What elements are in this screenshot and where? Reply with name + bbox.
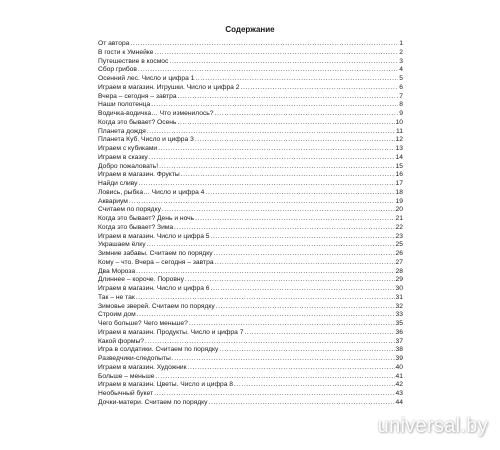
- toc-dot-leader: [219, 346, 394, 355]
- toc-entry-title: Играем в магазин. Художник: [98, 363, 187, 371]
- toc-entry: [98, 136, 403, 145]
- toc-entry-page: 11: [396, 127, 403, 135]
- toc-dot-leader: [169, 58, 398, 67]
- toc-entry: [98, 198, 403, 207]
- toc-entry: [98, 40, 403, 49]
- toc-entry-title: Необычный букет: [98, 390, 154, 397]
- toc-dot-leader: [188, 364, 395, 373]
- toc-entry: [98, 128, 403, 137]
- toc-entry-page: 40: [395, 363, 403, 371]
- toc-entry-page: 16: [395, 171, 403, 179]
- toc-dot-leader: [149, 154, 395, 163]
- toc-entry: [98, 346, 403, 355]
- toc-dot-leader: [174, 224, 394, 233]
- toc-entry-page: 36: [395, 328, 403, 336]
- toc-entry-title: Разведчики-следопыты: [98, 355, 171, 362]
- toc-entry-page: 7: [399, 92, 403, 100]
- toc-entry-title: Так – не так: [98, 293, 135, 301]
- toc-dot-leader: [215, 259, 395, 268]
- toc-entry-title: Планета Куб. Число и цифра 3: [98, 136, 194, 144]
- toc-entry-title: Зимние забавы. Считаем по порядку: [98, 250, 213, 257]
- toc-entry-title: В гости к Умнейке: [98, 48, 154, 56]
- toc-entry: [98, 66, 403, 75]
- toc-entry: [98, 276, 403, 285]
- toc-dot-leader: [211, 285, 395, 294]
- toc-entry-title: Строим дом: [98, 311, 136, 319]
- toc-entry-page: 10: [395, 118, 403, 126]
- toc-entry-page: 25: [395, 241, 403, 249]
- toc-dot-leader: [138, 66, 398, 75]
- toc-entry-page: 26: [395, 250, 403, 257]
- toc-entry-title: Дочки-матери. Считаем по порядку: [98, 398, 208, 406]
- toc-entry-title: От автора: [98, 40, 130, 47]
- toc-entry-title: Вчера – сегодня – завтра: [98, 92, 177, 100]
- toc-entry-title: Когда это бывает? Осень: [98, 118, 177, 126]
- toc-entry: [98, 189, 403, 198]
- toc-entry-page: 3: [399, 57, 403, 65]
- toc-entry-page: 21: [395, 215, 403, 222]
- toc-entry-title: Найди сливу: [98, 180, 138, 187]
- toc-entry-page: 15: [395, 162, 403, 170]
- toc-dot-leader: [189, 320, 395, 329]
- toc-entry-title: Когда это бывает? Зима: [98, 223, 174, 231]
- toc-entry-title: Планета дождя: [98, 127, 146, 135]
- toc-dot-leader: [145, 338, 395, 347]
- toc-entry-page: 2: [399, 48, 403, 56]
- toc-entry: [98, 163, 403, 172]
- toc-dot-leader: [244, 329, 394, 338]
- toc-entry-title: Больше – меньше: [98, 372, 155, 380]
- watermark: universal.by: [377, 415, 488, 437]
- toc-entry: [98, 268, 403, 277]
- toc-entry-title: Играем в магазин. Продукты. Число и цифра 7: [98, 328, 244, 336]
- toc-entry: [98, 399, 403, 408]
- toc-entry-page: 13: [395, 145, 403, 152]
- toc-entry-page: 14: [395, 153, 403, 161]
- toc-entry-title: Два Мороза: [98, 267, 136, 275]
- table-of-contents: [98, 40, 403, 408]
- toc-entry: [98, 373, 403, 382]
- toc-dot-leader: [177, 119, 394, 128]
- toc-entry-title: Играем в магазин. Игрушки. Число и цифра 2: [98, 83, 240, 91]
- toc-entry-page: 23: [395, 232, 403, 240]
- toc-entry-page: 1: [399, 40, 403, 47]
- toc-entry-title: Игра в солдатики. Считаем по порядку: [98, 346, 219, 354]
- toc-entry: [98, 320, 403, 329]
- toc-entry-page: 12: [395, 136, 403, 144]
- toc-entry-title: Когда это бывает? День и ночь: [98, 215, 195, 222]
- toc-dot-leader: [195, 215, 394, 224]
- toc-entry: [98, 329, 403, 338]
- toc-entry: [98, 233, 403, 242]
- toc-entry: [98, 49, 403, 58]
- toc-entry: [98, 285, 403, 294]
- toc-entry-title: Играем с кубиками: [98, 145, 158, 152]
- toc-dot-leader: [159, 163, 394, 172]
- toc-entry-page: 44: [395, 398, 403, 406]
- toc-entry: [98, 224, 403, 233]
- toc-entry-page: 19: [395, 197, 403, 205]
- toc-dot-leader: [211, 233, 395, 242]
- toc-entry-title: Играем в магазин. Число и цифра 5: [98, 232, 210, 240]
- toc-entry: [98, 294, 403, 303]
- toc-entry: [98, 145, 403, 154]
- toc-entry-page: 32: [395, 302, 403, 310]
- toc-dot-leader: [205, 189, 394, 198]
- toc-entry-page: 39: [395, 355, 403, 362]
- toc-entry-page: 8: [399, 101, 403, 109]
- toc-dot-leader: [240, 84, 398, 93]
- toc-entry-page: 28: [395, 267, 403, 275]
- toc-dot-leader: [130, 40, 398, 49]
- toc-entry: [98, 241, 403, 250]
- toc-dot-leader: [234, 381, 395, 390]
- toc-entry: [98, 311, 403, 320]
- toc-entry-page: 37: [395, 337, 403, 345]
- toc-dot-leader: [172, 355, 395, 364]
- toc-entry: [98, 119, 403, 128]
- toc-entry-page: 29: [395, 276, 403, 284]
- toc-entry-page: 31: [395, 293, 403, 301]
- toc-dot-leader: [209, 399, 395, 408]
- toc-entry-title: Ловись, рыбка… Число и цифра 4: [98, 188, 205, 196]
- toc-dot-leader: [147, 241, 395, 250]
- toc-entry: [98, 259, 403, 268]
- toc-dot-leader: [155, 49, 399, 58]
- toc-dot-leader: [155, 373, 394, 382]
- toc-entry-title: Играем в магазин. Цветы. Число и цифра 8: [98, 381, 234, 389]
- toc-entry-page: 20: [395, 206, 403, 214]
- toc-dot-leader: [151, 101, 398, 110]
- toc-entry-page: 17: [395, 180, 403, 187]
- toc-entry: [98, 390, 403, 399]
- toc-entry-title: Водичка-водичка… Что изменилось?: [98, 110, 214, 117]
- toc-entry-title: Украшаем ёлку: [98, 241, 146, 249]
- toc-dot-leader: [195, 75, 398, 84]
- toc-entry-page: 30: [395, 285, 403, 292]
- toc-entry-title: Считаем по порядку: [98, 206, 161, 214]
- toc-entry-page: 35: [395, 320, 403, 327]
- toc-dot-leader: [195, 136, 395, 145]
- toc-entry-page: 41: [395, 372, 403, 380]
- toc-entry-page: 18: [395, 188, 403, 196]
- toc-dot-leader: [215, 110, 399, 119]
- toc-entry-page: 22: [395, 223, 403, 231]
- toc-dot-leader: [178, 93, 399, 102]
- toc-entry: [98, 180, 403, 189]
- toc-entry-title: Осенний лес. Число и цифра 1: [98, 75, 195, 82]
- toc-entry: [98, 364, 403, 373]
- toc-dot-leader: [162, 206, 395, 215]
- toc-entry-title: Играем в магазин. Число и цифра 6: [98, 285, 210, 292]
- toc-entry: [98, 84, 403, 93]
- toc-entry: [98, 250, 403, 259]
- toc-entry-title: Зимовье зверей. Считаем по порядку: [98, 302, 215, 310]
- toc-dot-leader: [154, 390, 394, 399]
- toc-entry-title: Путешествие в космос: [98, 57, 169, 65]
- toc-entry: [98, 110, 403, 119]
- toc-entry-title: Какой формы?: [98, 337, 144, 345]
- toc-entry-page: 9: [399, 110, 403, 117]
- toc-dot-leader: [147, 128, 395, 137]
- toc-entry-title: Наши полотенца: [98, 101, 151, 109]
- toc-entry-page: 6: [399, 83, 403, 91]
- toc-entry: [98, 171, 403, 180]
- toc-entry-title: Чего больше? Чего меньше?: [98, 320, 188, 327]
- toc-entry-page: 27: [395, 258, 403, 266]
- toc-dot-leader: [137, 311, 395, 320]
- toc-entry: [98, 338, 403, 347]
- toc-entry-title: Добро пожаловать!: [98, 162, 159, 170]
- toc-entry-page: 43: [395, 390, 403, 397]
- toc-dot-leader: [139, 180, 395, 189]
- toc-dot-leader: [214, 250, 395, 259]
- toc-entry-title: Играем в сказку: [98, 153, 148, 161]
- toc-dot-leader: [158, 145, 394, 154]
- toc-entry-page: 42: [395, 381, 403, 389]
- toc-entry-page: 4: [399, 66, 403, 74]
- toc-entry-page: 33: [395, 311, 403, 319]
- toc-entry: [98, 381, 403, 390]
- toc-entry: [98, 58, 403, 67]
- toc-entry-title: Кому – что. Вчера – сегодня – завтра: [98, 258, 214, 266]
- toc-dot-leader: [136, 294, 395, 303]
- toc-dot-leader: [136, 268, 394, 277]
- toc-entry: [98, 303, 403, 312]
- page-title: Содержание: [225, 25, 275, 34]
- toc-entry: [98, 75, 403, 84]
- toc-dot-leader: [181, 171, 395, 180]
- toc-entry: [98, 355, 403, 364]
- toc-dot-leader: [185, 276, 395, 285]
- toc-entry: [98, 93, 403, 102]
- toc-entry-title: Длиннее – короче. Поровну: [98, 276, 184, 284]
- toc-entry-page: 38: [395, 346, 403, 354]
- toc-dot-leader: [216, 303, 395, 312]
- toc-entry: [98, 101, 403, 110]
- toc-entry-title: Играем в магазин. Фрукты: [98, 171, 180, 179]
- toc-entry: [98, 206, 403, 215]
- toc-entry-title: Сбор грибов: [98, 66, 137, 74]
- toc-entry-title: Аквариум: [98, 197, 128, 205]
- toc-dot-leader: [129, 198, 395, 207]
- toc-entry: [98, 154, 403, 163]
- toc-entry-page: 5: [399, 75, 403, 82]
- toc-entry: [98, 215, 403, 224]
